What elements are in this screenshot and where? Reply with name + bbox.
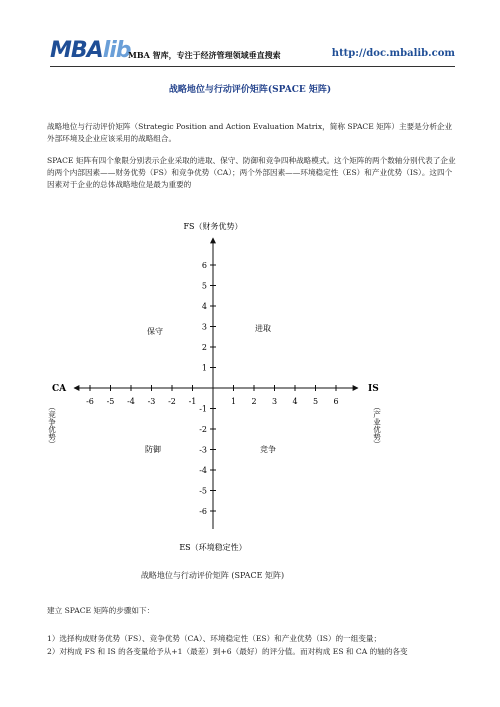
y-tick-label: 4 bbox=[201, 302, 207, 311]
y-tick-label: -3 bbox=[199, 445, 207, 455]
ca-axis-label: CA bbox=[52, 384, 67, 394]
y-tick-label: 6 bbox=[201, 261, 207, 270]
mbalib-logo[interactable]: MBAlib bbox=[50, 38, 131, 63]
x-tick-label: -5 bbox=[106, 397, 115, 406]
description-paragraph: SPACE 矩阵有四个象限分别表示企业采取的进取、保守、防御和竞争四种战略模式。这个矩阵的两个数轴分别代表了企业的两个内部因素——财务优势（FS）和竞争优势（CA）；两个外部因素——环境稳定性（ES）和产业优势（IS）。这四个因素对于企业的总体战略地位是最为重要的 bbox=[47, 156, 456, 189]
x-tick-label: 5 bbox=[312, 397, 319, 406]
header-tagline: MBA 智库，专注于经济管理领域垂直搜索 bbox=[128, 50, 281, 60]
x-tick-label: -2 bbox=[168, 397, 176, 406]
step-item: 2）对构成 FS 和 IS 的各变量给予从+1（最差）到+6（最好）的评分值。而对构成 ES 和 CA 的轴的各变 bbox=[47, 647, 408, 656]
header-url-link[interactable]: http://doc.mbalib.com bbox=[331, 48, 455, 59]
x-tick-label: -1 bbox=[188, 397, 197, 406]
x-tick-label: 2 bbox=[251, 397, 257, 406]
is-sub-label: （产业优势） bbox=[372, 403, 382, 448]
y-tick-label: -2 bbox=[199, 425, 207, 434]
document-title: 战略地位与行动评价矩阵(SPACE 矩阵) bbox=[168, 85, 332, 95]
x-tick-label: 6 bbox=[333, 397, 339, 406]
y-tick-label: -6 bbox=[199, 507, 207, 516]
step-item: 1）选择构成财务优势（FS）、竞争优势（CA）、环境稳定性（ES）和产业优势（IS）的一组变量； bbox=[47, 634, 382, 643]
ca-sub-label: （竞争优势） bbox=[47, 403, 57, 448]
x-tick-label: 3 bbox=[271, 397, 278, 406]
quadrant-defensive: 防御 bbox=[145, 445, 161, 454]
quadrant-competitive: 竞争 bbox=[260, 445, 276, 454]
x-tick-label: 1 bbox=[230, 397, 237, 406]
x-tick-label: -3 bbox=[147, 397, 156, 406]
y-tick-label: -4 bbox=[199, 466, 207, 475]
y-tick-label: 3 bbox=[201, 322, 207, 332]
fs-axis-label: FS（财务优势） bbox=[183, 222, 243, 231]
es-axis-label: ES（环境稳定性） bbox=[179, 543, 247, 552]
quadrant-conservative: 保守 bbox=[147, 327, 163, 336]
is-axis-label: IS bbox=[368, 384, 379, 394]
y-tick-label: -5 bbox=[199, 486, 207, 496]
y-tick-label: -1 bbox=[199, 404, 207, 414]
quadrant-aggressive: 进取 bbox=[255, 324, 271, 333]
y-tick-label: 5 bbox=[201, 281, 207, 291]
y-tick-label: 2 bbox=[201, 343, 207, 352]
x-tick-label: -4 bbox=[127, 397, 135, 406]
x-tick-label: -6 bbox=[86, 397, 94, 406]
steps-heading: 建立 SPACE 矩阵的步骤如下： bbox=[47, 606, 155, 615]
intro-paragraph: 战略地位与行动评价矩阵（Strategic Position and Action Evaluation Matrix，简称 SPACE 矩阵）主要是分析企业外部环境及企业应该采用的战略组合。 bbox=[47, 122, 453, 143]
x-tick-label: 4 bbox=[292, 397, 298, 406]
figure-caption: 战略地位与行动评价矩阵 (SPACE 矩阵) bbox=[140, 571, 285, 580]
y-tick-label: 1 bbox=[201, 363, 207, 373]
